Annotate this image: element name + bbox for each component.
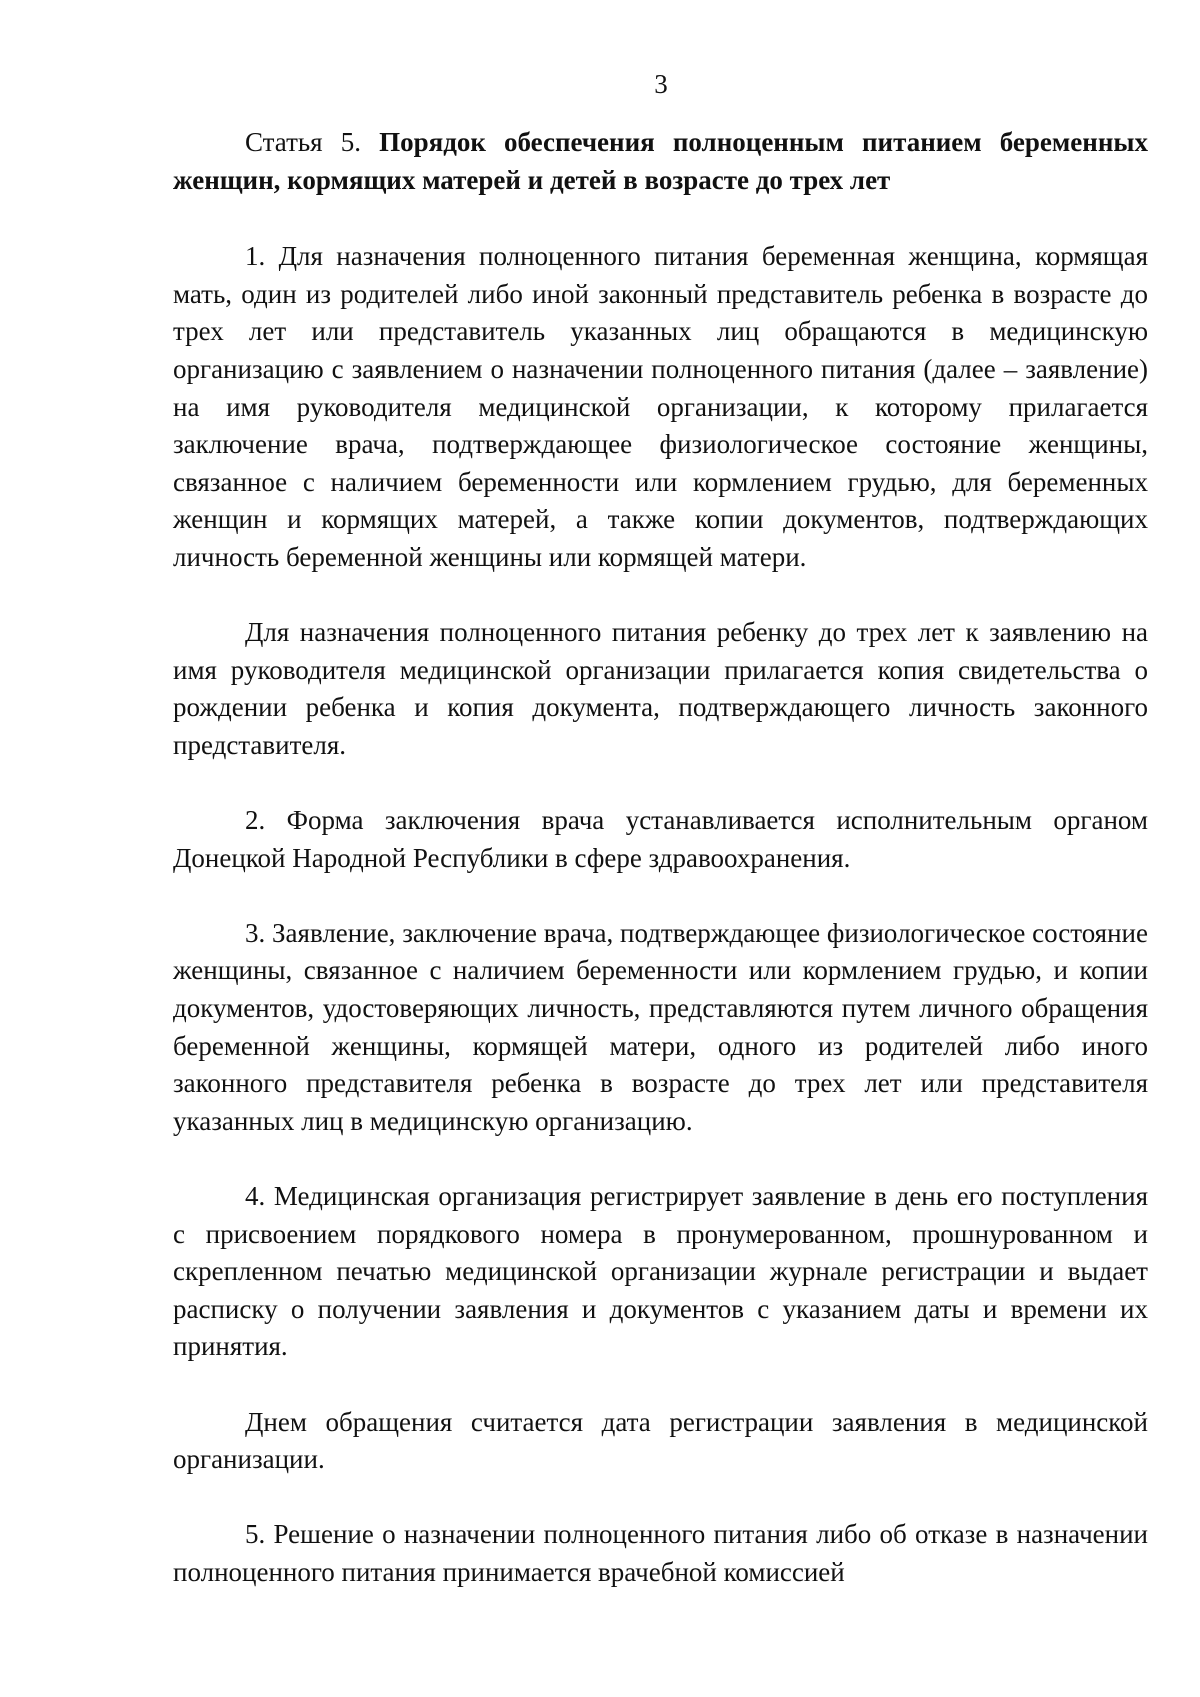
article-title: Порядок обеспечения полноценным питанием беременных женщин, кормящих матерей и детей в возрасте до трех лет — [173, 127, 1148, 195]
article-label: Статья 5. — [245, 127, 361, 157]
spacer — [173, 765, 1148, 803]
spacer — [173, 577, 1148, 615]
paragraph-5: 5. Решение о назначении полноценного питания либо об отказе в назначении полноценного питания принимается врачебной комиссией — [173, 1519, 1148, 1587]
paragraph-1: 1. Для назначения полноценного питания беременная женщина, кормящая мать, один из родителей либо иной законный представитель ребенка в возрасте до трех лет или представитель указанных лиц обращаются в медицинскую организацию с заявлением о назначении полноценного питания (далее – заявление) на имя руководителя медицинской организации, к которому прилагается заключение врача, подтверждающее физиологическое состояние женщины, связанное с наличием беременности или кормлением грудью, для беременных женщин и кормящих матерей, а также копии документов, подтверждающих личность беременной женщины или кормящей матери. — [173, 241, 1148, 572]
spacer — [173, 1366, 1148, 1404]
document-body — [173, 124, 1148, 1592]
paragraph-3: 3. Заявление, заключение врача, подтверждающее физиологическое состояние женщины, связанное с наличием беременности или кормлением грудью, и копии документов, удостоверяющих личность, представляются путем личного обращения беременной женщины, кормящей матери, одного из родителей либо иного законного представителя ребенка в возрасте до трех лет или представителя указанных лиц в медицинскую организацию. — [173, 917, 1148, 1136]
spacer — [173, 1479, 1148, 1517]
paragraph-4: 4. Медицинская организация регистрирует заявление в день его поступления с присвоением порядкового номера в пронумерованном, прошнурованном и скрепленном печатью медицинской организации журнале регистрации и выдает расписку о получении заявления и документов с указанием даты и времени их принятия. — [173, 1181, 1148, 1362]
page-number: 3 — [654, 69, 668, 99]
spacer — [173, 877, 1148, 915]
paragraph-1-continued: Для назначения полноценного питания ребенку до трех лет к заявлению на имя руководителя медицинской организации прилагается копия свидетельства о рождении ребенка и копия документа, подтверждающего личность законного представителя. — [173, 617, 1148, 760]
paragraph-4-continued: Днем обращения считается дата регистрации заявления в медицинской организации. — [173, 1406, 1148, 1475]
article-heading — [173, 124, 1148, 199]
spacer — [173, 1140, 1148, 1178]
paragraph-2: 2. Форма заключения врача устанавливается исполнительным органом Донецкой Народной Республики в сфере здравоохранения. — [173, 805, 1148, 873]
